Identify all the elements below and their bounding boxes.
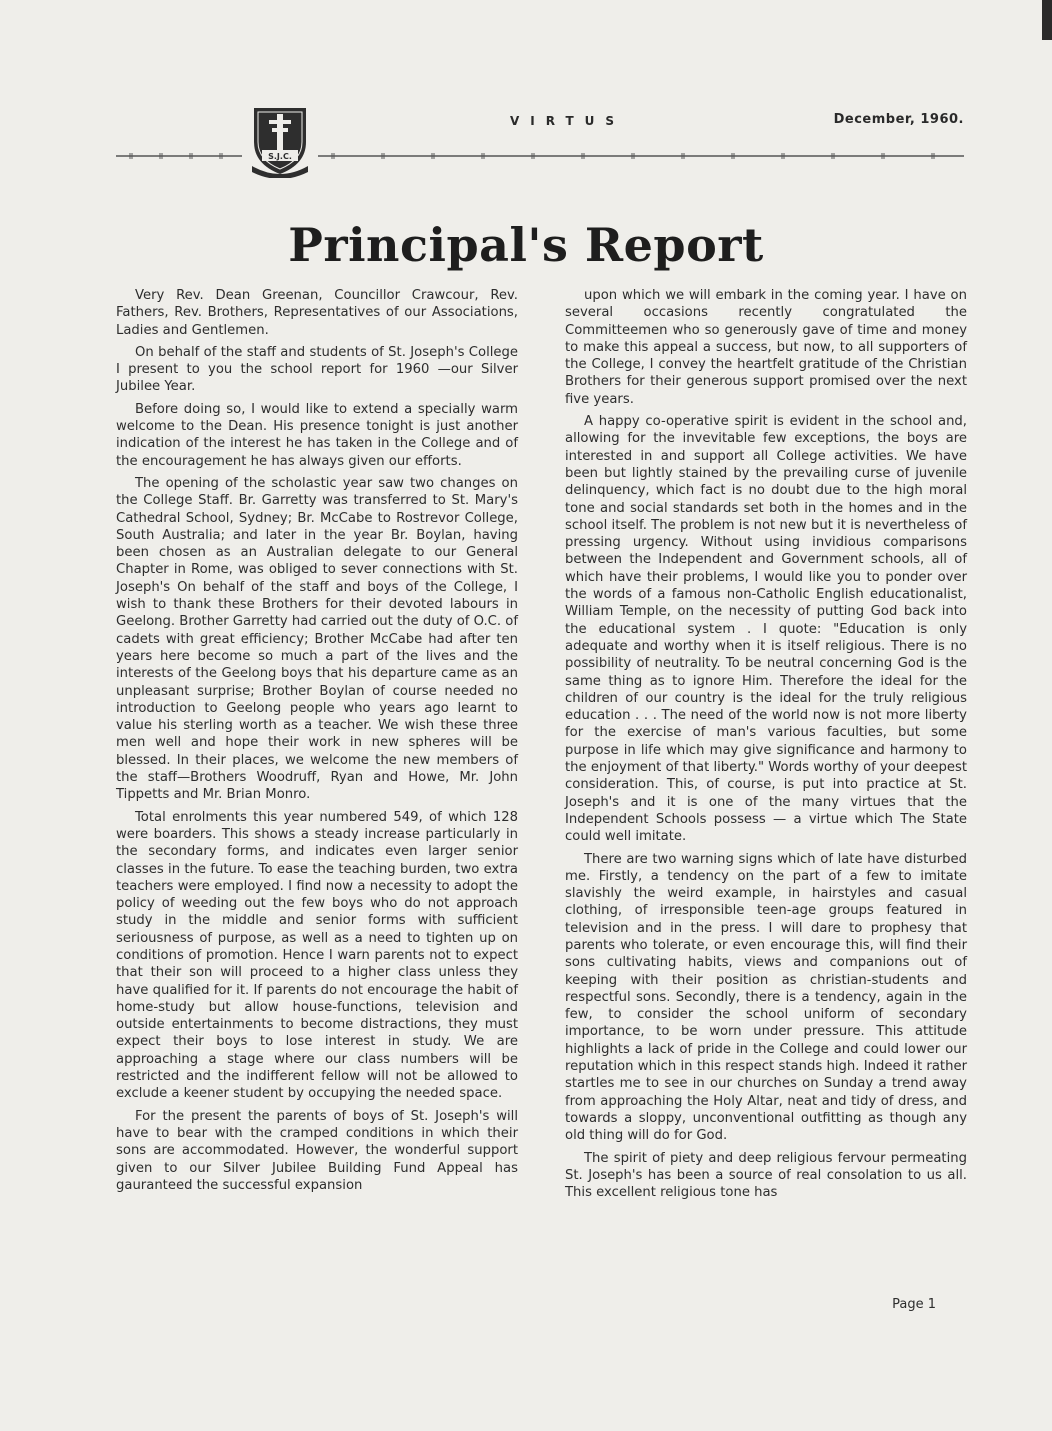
page-header [0,0,1052,180]
paragraph: For the present the parents of boys of St. Joseph's will have to bear with the cramped conditions in which their sons are accommodated. However, the wonderful support given to our Silver Jubilee Building Fund Appeal has gauranteed the successful expansion [116,1108,518,1193]
article-column-right [565,287,967,1206]
college-crest-icon [248,102,312,178]
paragraph: Total enrolments this year numbered 549, of which 128 were boarders. This shows a steady increase particularly in the secondary forms, and indicates even larger senior classes in the future. To ease the teaching burden, two extra teachers were employed. I find now a necessity to adopt the policy of weeding out the few boys who do not approach study in the middle and senior forms with sufficient seriousness of purpose, as well as a need to tighten up on conditions of promotion. Hence I warn parents not to expect that their son will proceed to a higher class unless they have qualified for it. If parents do not encourage the habit of home-study but allow house-functions, television and outside entertainments to become distractions, they must expect their boys to lose interest in study. We are approaching a stage where our class numbers will be restricted and the indifferent fellow will not be allowed to exclude a keener student by occupying the needed space. [116,809,518,1102]
paragraph: The opening of the scholastic year saw two changes on the College Staff. Br. Garretty was transferred to St. Mary's Cathedral School, Sydney; Br. McCabe to Rostrevor College, South Australia; and later in the year Br. Boylan, having been chosen as an Australian delegate to our General Chapter in Rome, was obliged to sever connections with St. Joseph's On behalf of the staff and boys of the College, I wish to thank these Brothers for their devoted labours in Geelong. Brother Garretty had carried out the duty of O.C. of cadets with great efficiency; Brother McCabe had after ten years here become so much a part of the lives and the interests of the Geelong boys that his departure came as an unpleasant surprise; Brother Boylan of course needed no introduction to Geelong people who years ago learnt to value his sterling worth as a teacher. We wish these three men well and hope their work in new spheres will be blessed. In their places, we welcome the new members of the staff—Brothers Woodruff, Ryan and Howe, Mr. John Tippetts and Mr. Brian Monro. [116,475,518,803]
paragraph: Very Rev. Dean Greenan, Councillor Crawcour, Rev. Fathers, Rev. Brothers, Representatives of our Associations, Ladies and Gentlemen. [116,288,518,338]
paragraph: upon which we will embark in the coming year. I have on several occasions recently congratulated the Committeemen who so generously gave of time and money to make this appeal a success, but now, to all supporters of the College, I convey the heartfelt gratitude of the Christian Brothers for their generous support promised over the next five years. [565,288,967,407]
ornamental-rule-right [318,152,964,160]
article-title: Principal's Report [288,218,764,272]
paragraph: There are two warning signs which of late have disturbed me. Firstly, a tendency on the part of a few to imitate slavishly the weird example, in hairstyles and casual clothing, of irresponsible teen-age groups featured in television and in the press. I will dare to prophesy that parents who tolerate, or even encourage this, will find their sons cultivating habits, views and companions out of keeping with their position as christian-students and respectful sons. Secondly, there is a tendency, again in the few, to consider the school uniform of secondary importance, to be worn under pressure. This attitude highlights a lack of pride in the College and could lower our reputation which in this respect stands high. Indeed it rather startles me to see in our churches on Sunday a trend away from approaching the Holy Altar, neat and tidy of dress, and towards a sloppy, unconventional outfitting as though any old thing will do for God. [565,851,967,1144]
article-column-left [116,287,518,1199]
crest-label: S.J.C. [268,152,292,161]
paragraph: A happy co-operative spirit is evident in the school and, allowing for the invevitable few exceptions, the boys are interested in and support all College activities. We have been but lightly stained by the prevailing curse of juvenile delinquency, which fact is no doubt due to the high moral tone and social standards set both in the homes and in the school itself. The problem is not new but it is nevertheless of pressing urgency. Without using invidious comparisons between the Independent and Government schools, all of which have their problems, I would like you to ponder over the words of a famous non-Catholic English educationalist, William Temple, on the necessity of putting God back into the educational system . I quote: "Education is only adequate and worthy when it is itself religious. There is no possibility of neutrality. To be neutral concerning God is the same thing as to ignore Him. Therefore the ideal for the children of our country is the ideal for the truly religious education . . . The need of the world now is not more liberty for the exercise of man's various faculties, but some purpose in life which may give significance and harmony to the enjoyment of that liberty." Words worthy of your deepest consideration. This, of course, is put into practice at St. Joseph's and it is one of the many virtues that the Independent Schools possess — a virtue which The State could well imitate. [565,414,967,845]
magazine-title: VIRTUS [510,114,626,128]
paragraph: The spirit of piety and deep religious fervour permeating St. Joseph's has been a source of real consolation to us all. This excellent religious tone has [565,1150,967,1201]
page-number: Page 1 [892,1297,936,1312]
issue-date: December, 1960. [833,112,964,127]
paragraph: On behalf of the staff and students of St. Joseph's College I present to you the school report for 1960 —our Silver Jubilee Year. [116,344,518,395]
paragraph: Before doing so, I would like to extend a specially warm welcome to the Dean. His presence tonight is just another indication of the interest he has taken in the College and of the encouragement he has always given our efforts. [116,401,518,469]
ornamental-rule-left [116,152,242,160]
